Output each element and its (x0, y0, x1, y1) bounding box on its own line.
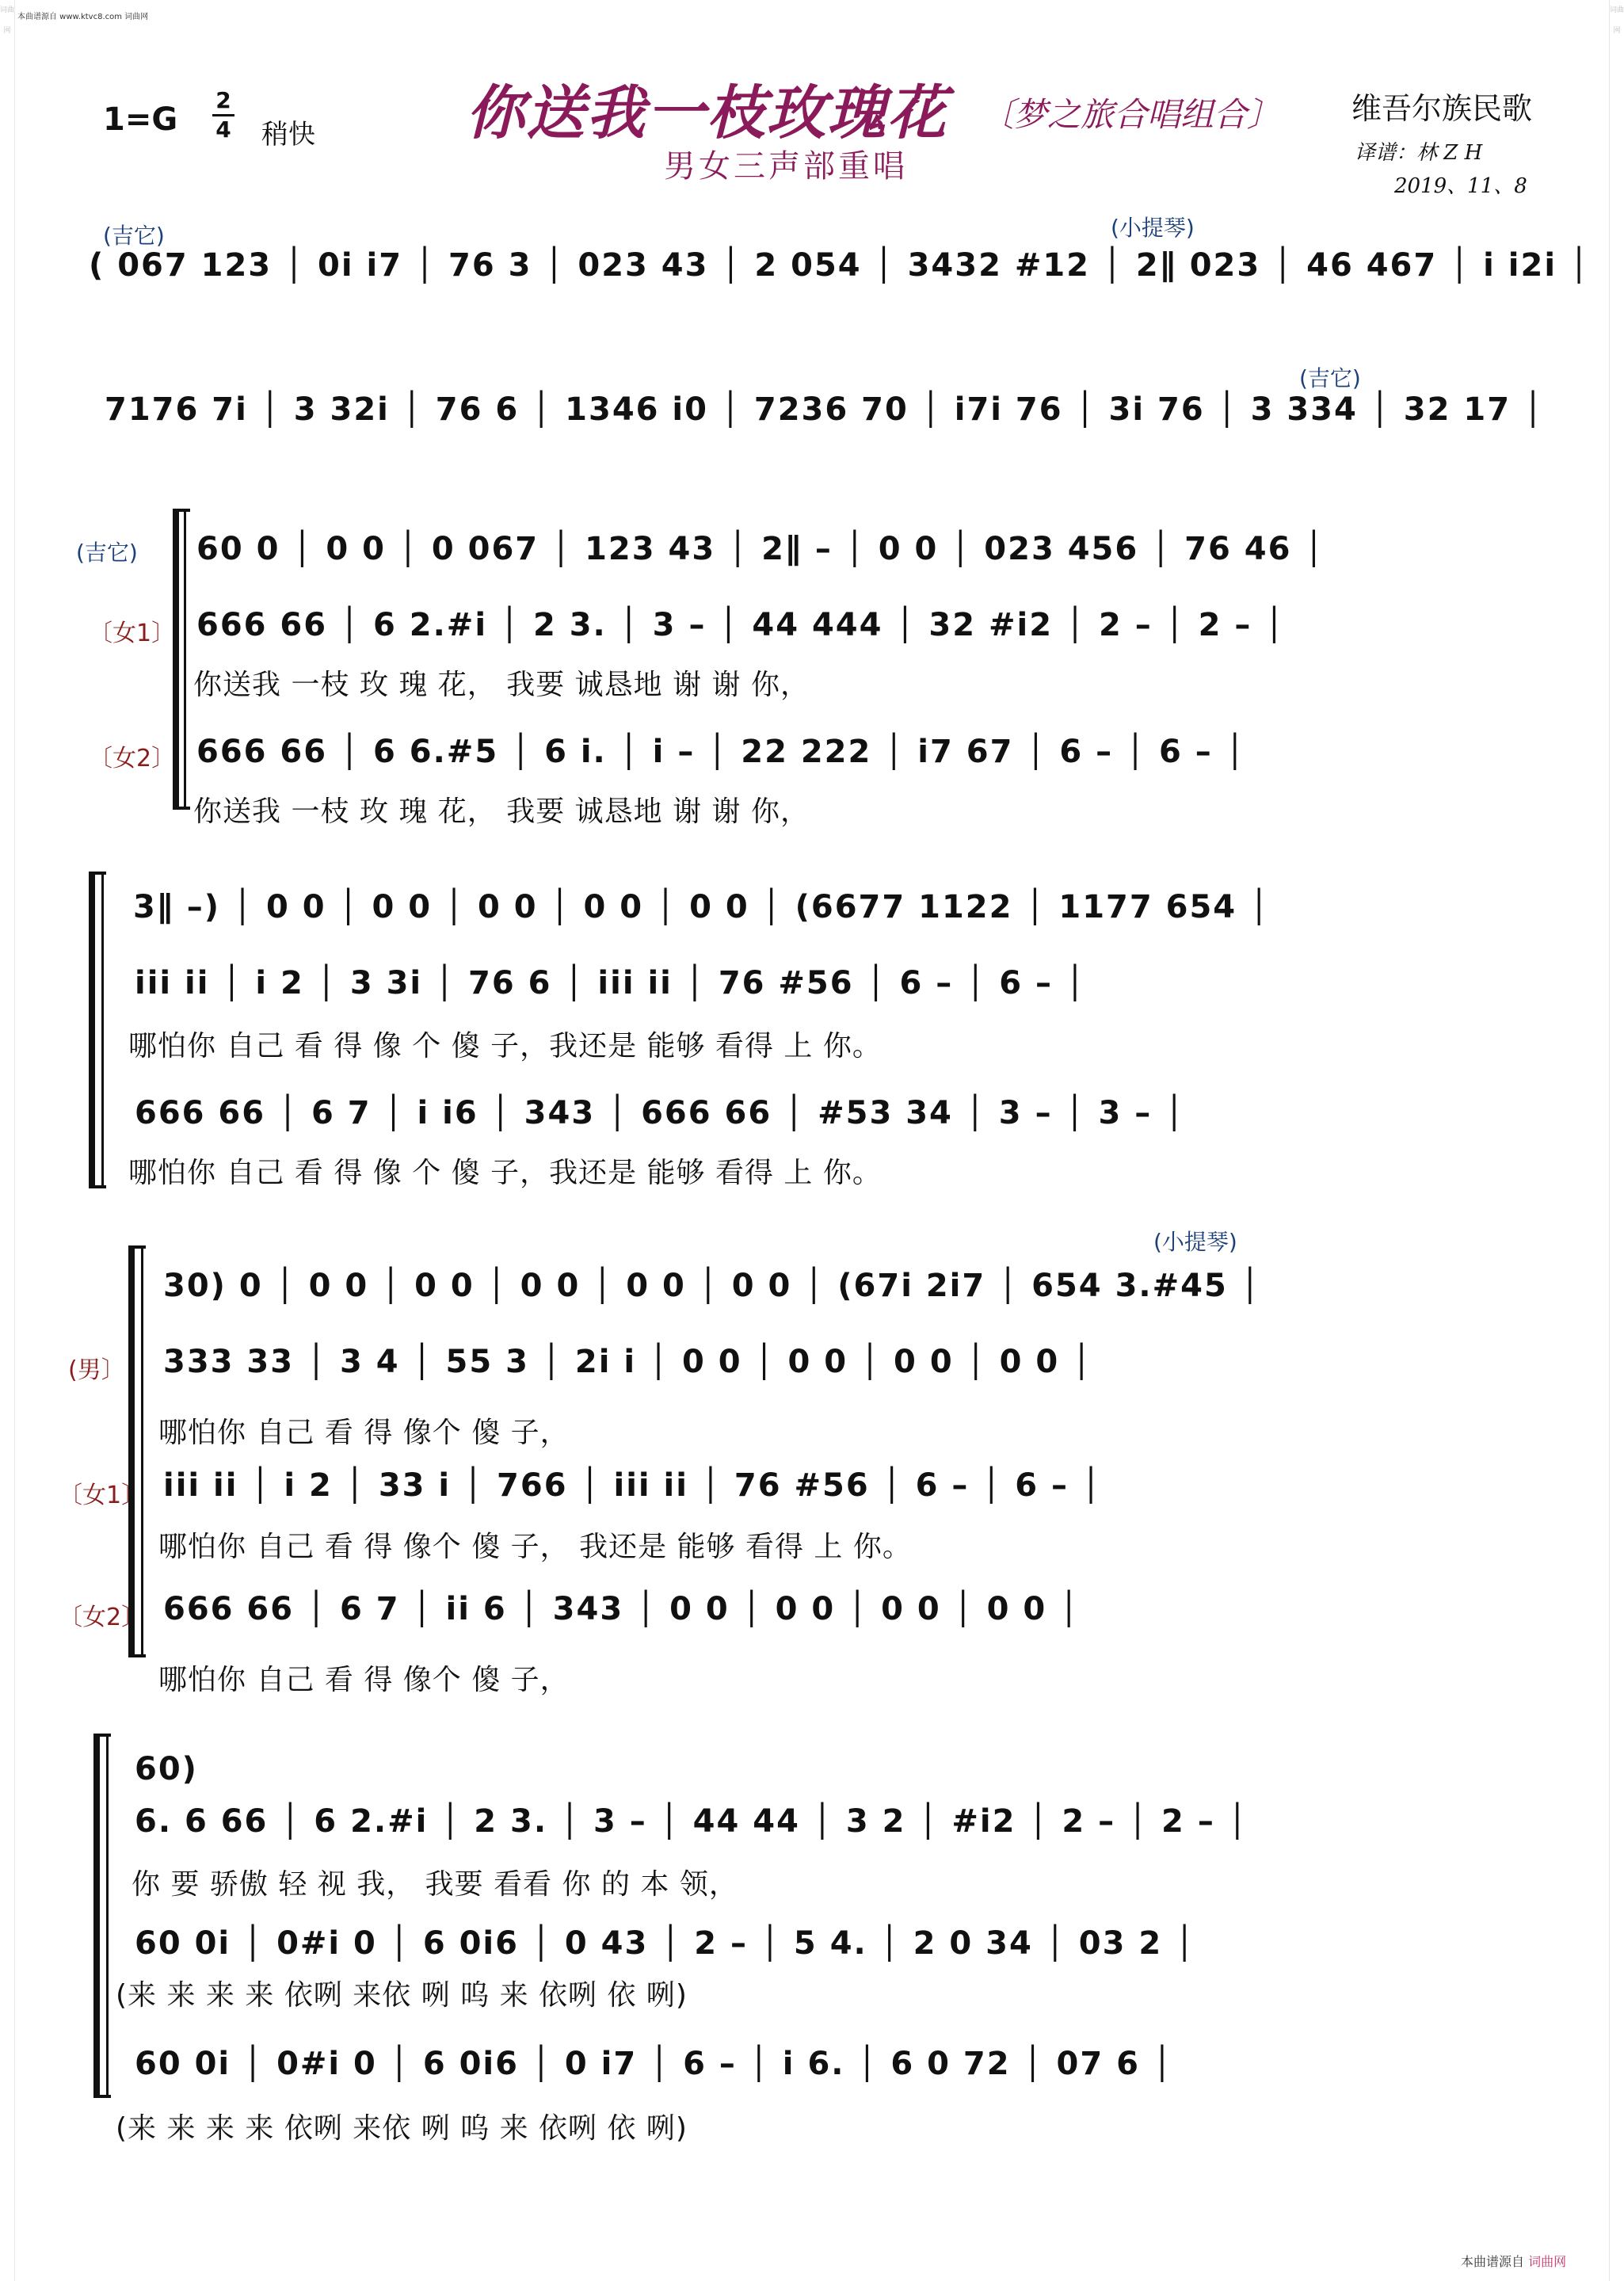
female2-lyrics: 你送我 一枝 玫 瑰 花， 我要 诚恳地 谢 谢 你， (193, 795, 810, 828)
voice3-lyrics: (来 来 来 来 依咧 来依 咧 呜 来 依咧 依 咧) (116, 2112, 688, 2145)
system-bracket (128, 1245, 135, 1657)
top-watermark: 本曲谱源自 www.ktvc8.com 词曲网 (17, 13, 149, 21)
bracket-cap (93, 2095, 111, 2098)
date-label: 2019、11、8 (1394, 174, 1527, 198)
system-line (184, 509, 186, 810)
voice1-lyrics: 你 要 骄傲 轻 视 我， 我要 看看 你 的 本 领， (132, 1868, 738, 1901)
system-line (141, 1245, 143, 1657)
top-notes: 30) 0 │ 0 0 │ 0 0 │ 0 0 │ 0 0 │ 0 0 │ (67i 2i7 │ 654 3.#45 │ (163, 1268, 1261, 1304)
female2-notes: 666 66 │ 6 6.#5 │ 6 i. │ i – │ 22 222 │ i7 67 │ 6 – │ 6 – │ (196, 734, 1246, 770)
system-bracket (89, 872, 95, 1188)
system-line (106, 1734, 109, 2098)
time-signature (212, 89, 234, 142)
bracket-cap (128, 1245, 146, 1249)
left-margin-strip (0, 0, 15, 2281)
female1-lyrics: 哪怕你 自己 看 得 像个 傻 子， 我还是 能够 看得 上 你。 (158, 1531, 912, 1563)
tempo-marking: 稍快 (261, 119, 315, 151)
bracket-cap (89, 1185, 106, 1188)
bracket-cap (173, 807, 190, 810)
bracket-cap (173, 509, 190, 512)
origin-label: 维吾尔族民歌 (1351, 91, 1533, 126)
guitar-annotation: (吉它) (103, 223, 165, 249)
voice3-notes: 60 0i │ 0#i 0 │ 6 0i6 │ 0 i7 │ 6 – │ i 6. │ 6 0 72 │ 07 6 │ (135, 2046, 1173, 2082)
system-line (101, 872, 104, 1188)
female2-part-label: 〔女2〕 (89, 745, 176, 772)
side-text: 词曲网 (1610, 6, 1624, 35)
female1-part-label: 〔女1〕 (89, 620, 176, 647)
female2-lyrics: 哪怕你 自己 看 得 像个 傻 子， (158, 1664, 570, 1696)
voice2-lyrics: (来 来 来 来 依咧 来依 咧 呜 来 依咧 依 咧) (116, 1979, 688, 2012)
right-margin-strip (1609, 0, 1624, 2281)
side-text: 词曲网 (0, 6, 15, 35)
system-bracket (93, 1734, 100, 2098)
guitar-notes: 3∥ –) │ 0 0 │ 0 0 │ 0 0 │ 0 0 │ 0 0 │ (6677 1122 │ 1177 654 │ (133, 889, 1271, 925)
guitar-part-label: (吉它) (76, 540, 138, 566)
intro-line-1: ( 067 123 │ 0i i7 │ 76 3 │ 023 43 │ 2 054 │ 3432 #12 │ 2∥ 023 │ 46 467 │ i i2i │ (89, 247, 1591, 284)
female2-notes: 666 66 │ 6 7 │ i i6 │ 343 │ 666 66 │ #53 34 │ 3 – │ 3 – │ (135, 1095, 1186, 1131)
voice2-notes: 60 0i │ 0#i 0 │ 6 0i6 │ 0 43 │ 2 – │ 5 4. │ 2 0 34 │ 03 2 │ (135, 1925, 1196, 1962)
bracket-cap (93, 1734, 111, 1737)
meter-top: 2 (215, 87, 231, 113)
female2-notes: 666 66 │ 6 7 │ ii 6 │ 343 │ 0 0 │ 0 0 │ 0 0 │ 0 0 │ (163, 1591, 1081, 1627)
male-notes: 333 33 │ 3 4 │ 55 3 │ 2i i │ 0 0 │ 0 0 │ 0 0 │ 0 0 │ (163, 1344, 1093, 1380)
key-signature: 1=G (103, 101, 178, 138)
violin-annotation: (小提琴) (1111, 215, 1195, 241)
male-lyrics: 哪怕你 自己 看 得 像个 傻 子， (158, 1417, 570, 1449)
footer-source: 本曲谱源自 (1461, 2254, 1525, 2269)
female1-notes: iii ii │ i 2 │ 3 3i │ 76 6 │ iii ii │ 76 #56 │ 6 – │ 6 – │ (135, 965, 1086, 1001)
violin-annotation: (小提琴) (1153, 1229, 1237, 1255)
guitar-notes: 60 0 │ 0 0 │ 0 067 │ 123 43 │ 2∥ – │ 0 0 │ 023 456 │ 76 46 │ (196, 531, 1325, 567)
bracket-cap (89, 872, 106, 875)
guitar-annotation-2: (吉它) (1299, 365, 1361, 391)
meter-bottom: 4 (215, 116, 231, 143)
female2-part-label: 〔女2〕 (59, 1604, 146, 1631)
female1-part-label: 〔女1〕 (59, 1482, 146, 1509)
intro-line-2: 7176 7i │ 3 32i │ 76 6 │ 1346 i0 │ 7236 70 │ i7i 76 │ 3i 76 │ 3 334 │ 32 17 │ (105, 391, 1545, 428)
female2-lyrics: 哪怕你 自己 看 得 像 个 傻 子，我还是 能够 看得 上 你。 (128, 1157, 882, 1189)
female1-notes: iii ii │ i 2 │ 33 i │ 766 │ iii ii │ 76 #56 │ 6 – │ 6 – │ (163, 1467, 1103, 1504)
top-notes: 60) (135, 1751, 198, 1787)
male-part-label: (男〕 (68, 1356, 125, 1384)
voice1-notes: 6. 6 66 │ 6 2.#i │ 2 3. │ 3 – │ 44 44 │ 3 2 │ #i2 │ 2 – │ 2 – │ (135, 1803, 1248, 1840)
translator-label: 译谱：林 Z H (1355, 141, 1483, 165)
subtitle: 男女三声部重唱 (664, 148, 908, 185)
page-title: 你送我一枝玫瑰花 (466, 79, 947, 147)
footer-credit (1461, 2252, 1566, 2270)
female1-notes: 666 66 │ 6 2.#i │ 2 3. │ 3 – │ 44 444 │ 32 #i2 │ 2 – │ 2 – │ (196, 607, 1286, 643)
bracket-cap (128, 1654, 146, 1657)
footer-brand: 词曲网 (1528, 2254, 1567, 2269)
title-suffix: 〔梦之旅合唱组合〕 (981, 95, 1281, 134)
female1-lyrics: 哪怕你 自己 看 得 像 个 傻 子，我还是 能够 看得 上 你。 (128, 1030, 882, 1062)
female1-lyrics: 你送我 一枝 玫 瑰 花， 我要 诚恳地 谢 谢 你， (193, 669, 810, 701)
